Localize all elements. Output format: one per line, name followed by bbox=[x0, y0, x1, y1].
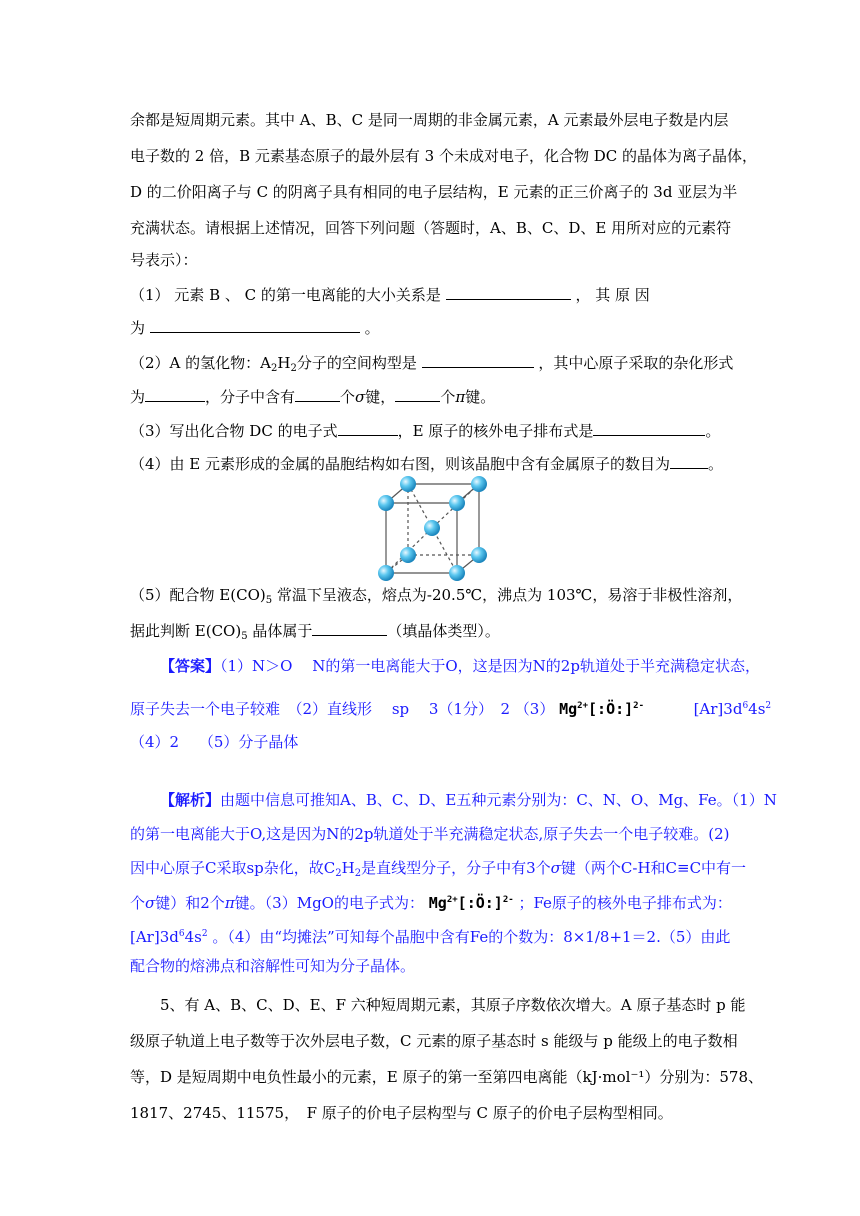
answer-blank bbox=[338, 420, 398, 436]
pi-symbol: π bbox=[224, 894, 235, 912]
atom bbox=[449, 565, 465, 581]
question-text: （4）由 E 元素形成的金属的晶胞结构如右图，则该晶胞中含有金属原子的数目为 bbox=[130, 455, 671, 473]
explanation-line-3: 因中心原子C采取sp杂化，故$C_2H_2$是直线型分子，分子中有3个σ键（两个C-H和C≡C中有一 bbox=[130, 859, 747, 879]
subscript: 2 bbox=[290, 363, 297, 374]
question-text: （1） 元素 B 、 C 的第一电离能的大小关系是 bbox=[130, 286, 441, 304]
body-centered-cubic-cell-figure bbox=[370, 470, 496, 586]
question-text: ，E 原子的核外电子排布式是 bbox=[397, 422, 594, 440]
atom bbox=[400, 547, 416, 563]
answer-blank bbox=[446, 284, 571, 300]
fe-electron-config: $[Ar]3d^64s^2$ bbox=[693, 700, 772, 718]
question-text: 晶体属于 bbox=[247, 622, 313, 640]
subscript: 2 bbox=[270, 363, 278, 374]
atom bbox=[378, 565, 394, 581]
question-5-intro-line-3: 等，D 是短周期中电负性最小的元素，E 原子的第一至第四电离能（kJ·mol⁻¹）分别为：578、 bbox=[130, 1068, 763, 1086]
mgo-electron-formula: $Mg^{2+}[:Ö:]^{2-}$ bbox=[428, 894, 514, 912]
answer-line-3: （4）2 （5）分子晶体 bbox=[130, 733, 299, 751]
question-5-intro-line-2: 级原子轨道上电子数等于次外层电子数，C 元素的原子基态时 s 能级与 p 能级上的电子数相 bbox=[130, 1032, 738, 1050]
subscript: 5 bbox=[241, 631, 248, 642]
paragraph-line: D 的二价阳离子与 C 的阴离子具有相同的电子层结构，E 元素的正三价离子的 3d 亚层为半 bbox=[130, 183, 738, 201]
answer-blank bbox=[150, 317, 360, 333]
question-text: 。 bbox=[705, 422, 721, 440]
atom bbox=[400, 476, 416, 492]
question-text: 常温下呈液态，熔点为-20.5℃，沸点为 103℃，易溶于非极性溶剂， bbox=[272, 586, 743, 604]
sigma-symbol: σ bbox=[550, 859, 561, 877]
paragraph-line: 号表示）： bbox=[130, 251, 198, 269]
question-text: ，其中心原子采取的杂化形式 bbox=[538, 354, 734, 372]
answer-tag: 【答案】 bbox=[160, 657, 221, 675]
question-1-line-1 bbox=[130, 284, 650, 305]
explanation-line-5: $[Ar]3d^64s^2$ 。（4）由“均摊法”可知每个晶胞中含有Fe的个数为：8×1/8+1＝2.（5）由此 bbox=[130, 928, 731, 946]
atom bbox=[424, 520, 440, 536]
question-text: 个 bbox=[340, 388, 356, 406]
question-text: 为 bbox=[130, 319, 146, 337]
question-text: 据此判断 E(CO) bbox=[130, 622, 242, 640]
question-5-intro-line-4: 1817、2745、11575， F 原子的价电子层构型与 C 原子的价电子层构型相同。 bbox=[130, 1104, 673, 1122]
answer-line-1 bbox=[160, 656, 760, 676]
question-text: （2）A 的氢化物：A bbox=[130, 354, 271, 372]
atom bbox=[471, 476, 487, 492]
atom bbox=[449, 495, 465, 511]
answer-blank bbox=[145, 386, 205, 402]
question-3-line bbox=[130, 420, 720, 441]
question-5-line-2 bbox=[130, 620, 500, 647]
question-2-line-2 bbox=[130, 386, 495, 407]
explanation-line-1 bbox=[160, 790, 777, 810]
answer-blank bbox=[395, 386, 440, 402]
explanation-tag: 【解析】 bbox=[160, 791, 221, 809]
question-text: ，分子中含有 bbox=[205, 388, 296, 406]
explanation-line-2: 的第一电离能大于O,这是因为N的2p轨道处于半充满稳定状态,原子失去一个电子较难。(2) bbox=[130, 825, 730, 843]
mgo-electron-formula: $Mg^{2+}[:Ö:]^{2-}$ bbox=[559, 700, 645, 718]
subscript: 5 bbox=[265, 595, 273, 606]
atom bbox=[378, 495, 394, 511]
explanation-line-6: 配合物的熔沸点和溶解性可知为分子晶体。 bbox=[130, 957, 416, 975]
sigma-symbol: σ bbox=[145, 894, 156, 912]
atom bbox=[471, 547, 487, 563]
question-text: 分子的空间构型是 bbox=[296, 354, 417, 372]
answer-blank bbox=[422, 352, 534, 368]
question-text: 键。 bbox=[465, 388, 496, 406]
paragraph-line: 电子数的 2 倍，B 元素基态原子的最外层有 3 个未成对电子，化合物 DC 的晶体为离子晶体， bbox=[130, 147, 757, 165]
paragraph-line: 余都是短周期元素。其中 A、B、C 是同一周期的非金属元素，A 元素最外层电子数是内层 bbox=[130, 111, 729, 129]
question-2-line-1 bbox=[130, 352, 733, 379]
question-text: 为 bbox=[130, 388, 146, 406]
question-text: 键， bbox=[365, 388, 396, 406]
answer-blank bbox=[593, 420, 705, 436]
question-5-line-1 bbox=[130, 585, 742, 611]
answer-text: 原子失去一个电子较难 （2）直线形 sp 3（1分） 2 （3） bbox=[130, 700, 555, 718]
answer-blank bbox=[312, 620, 387, 636]
explanation-line-4: 个σ键）和2个π键。（3）MgO的电子式为： $Mg^{2+}[:Ö:]^{2-}$ ；Fe原子的核外电子排布式为： bbox=[130, 894, 732, 912]
question-text: ， 其 原 因 bbox=[575, 286, 650, 304]
explanation-text: 由题中信息可推知A、B、C、D、E五种元素分别为：C、N、O、Mg、Fe。（1）N bbox=[220, 791, 777, 809]
question-1-line-2 bbox=[130, 317, 380, 338]
question-text: 个 bbox=[440, 388, 456, 406]
question-text: （5）配合物 E(CO) bbox=[130, 586, 266, 604]
question-text: （填晶体类型）。 bbox=[387, 622, 500, 640]
question-text: H bbox=[277, 354, 291, 372]
paragraph-line: 充满状态。请根据上述情况，回答下列问题（答题时，A、B、C、D、E 用所对应的元素符 bbox=[130, 219, 732, 237]
sigma-symbol: σ bbox=[355, 388, 366, 406]
answer-blank bbox=[295, 386, 340, 402]
question-text: （3）写出化合物 DC 的电子式 bbox=[130, 422, 338, 440]
answer-line-2 bbox=[130, 696, 771, 719]
pi-symbol: π bbox=[455, 388, 466, 406]
question-text: 。 bbox=[708, 455, 724, 473]
question-text: 。 bbox=[364, 319, 380, 337]
question-5-intro-line-1: 5、有 A、B、C、D、E、F 六种短周期元素，其原子序数依次增大。A 原子基态时 p 能 bbox=[160, 996, 746, 1014]
answer-blank bbox=[670, 453, 708, 469]
answer-text: （1）N＞O N的第一电离能大于O，这是因为N的2p轨道处于半充满稳定状态， bbox=[220, 657, 760, 675]
